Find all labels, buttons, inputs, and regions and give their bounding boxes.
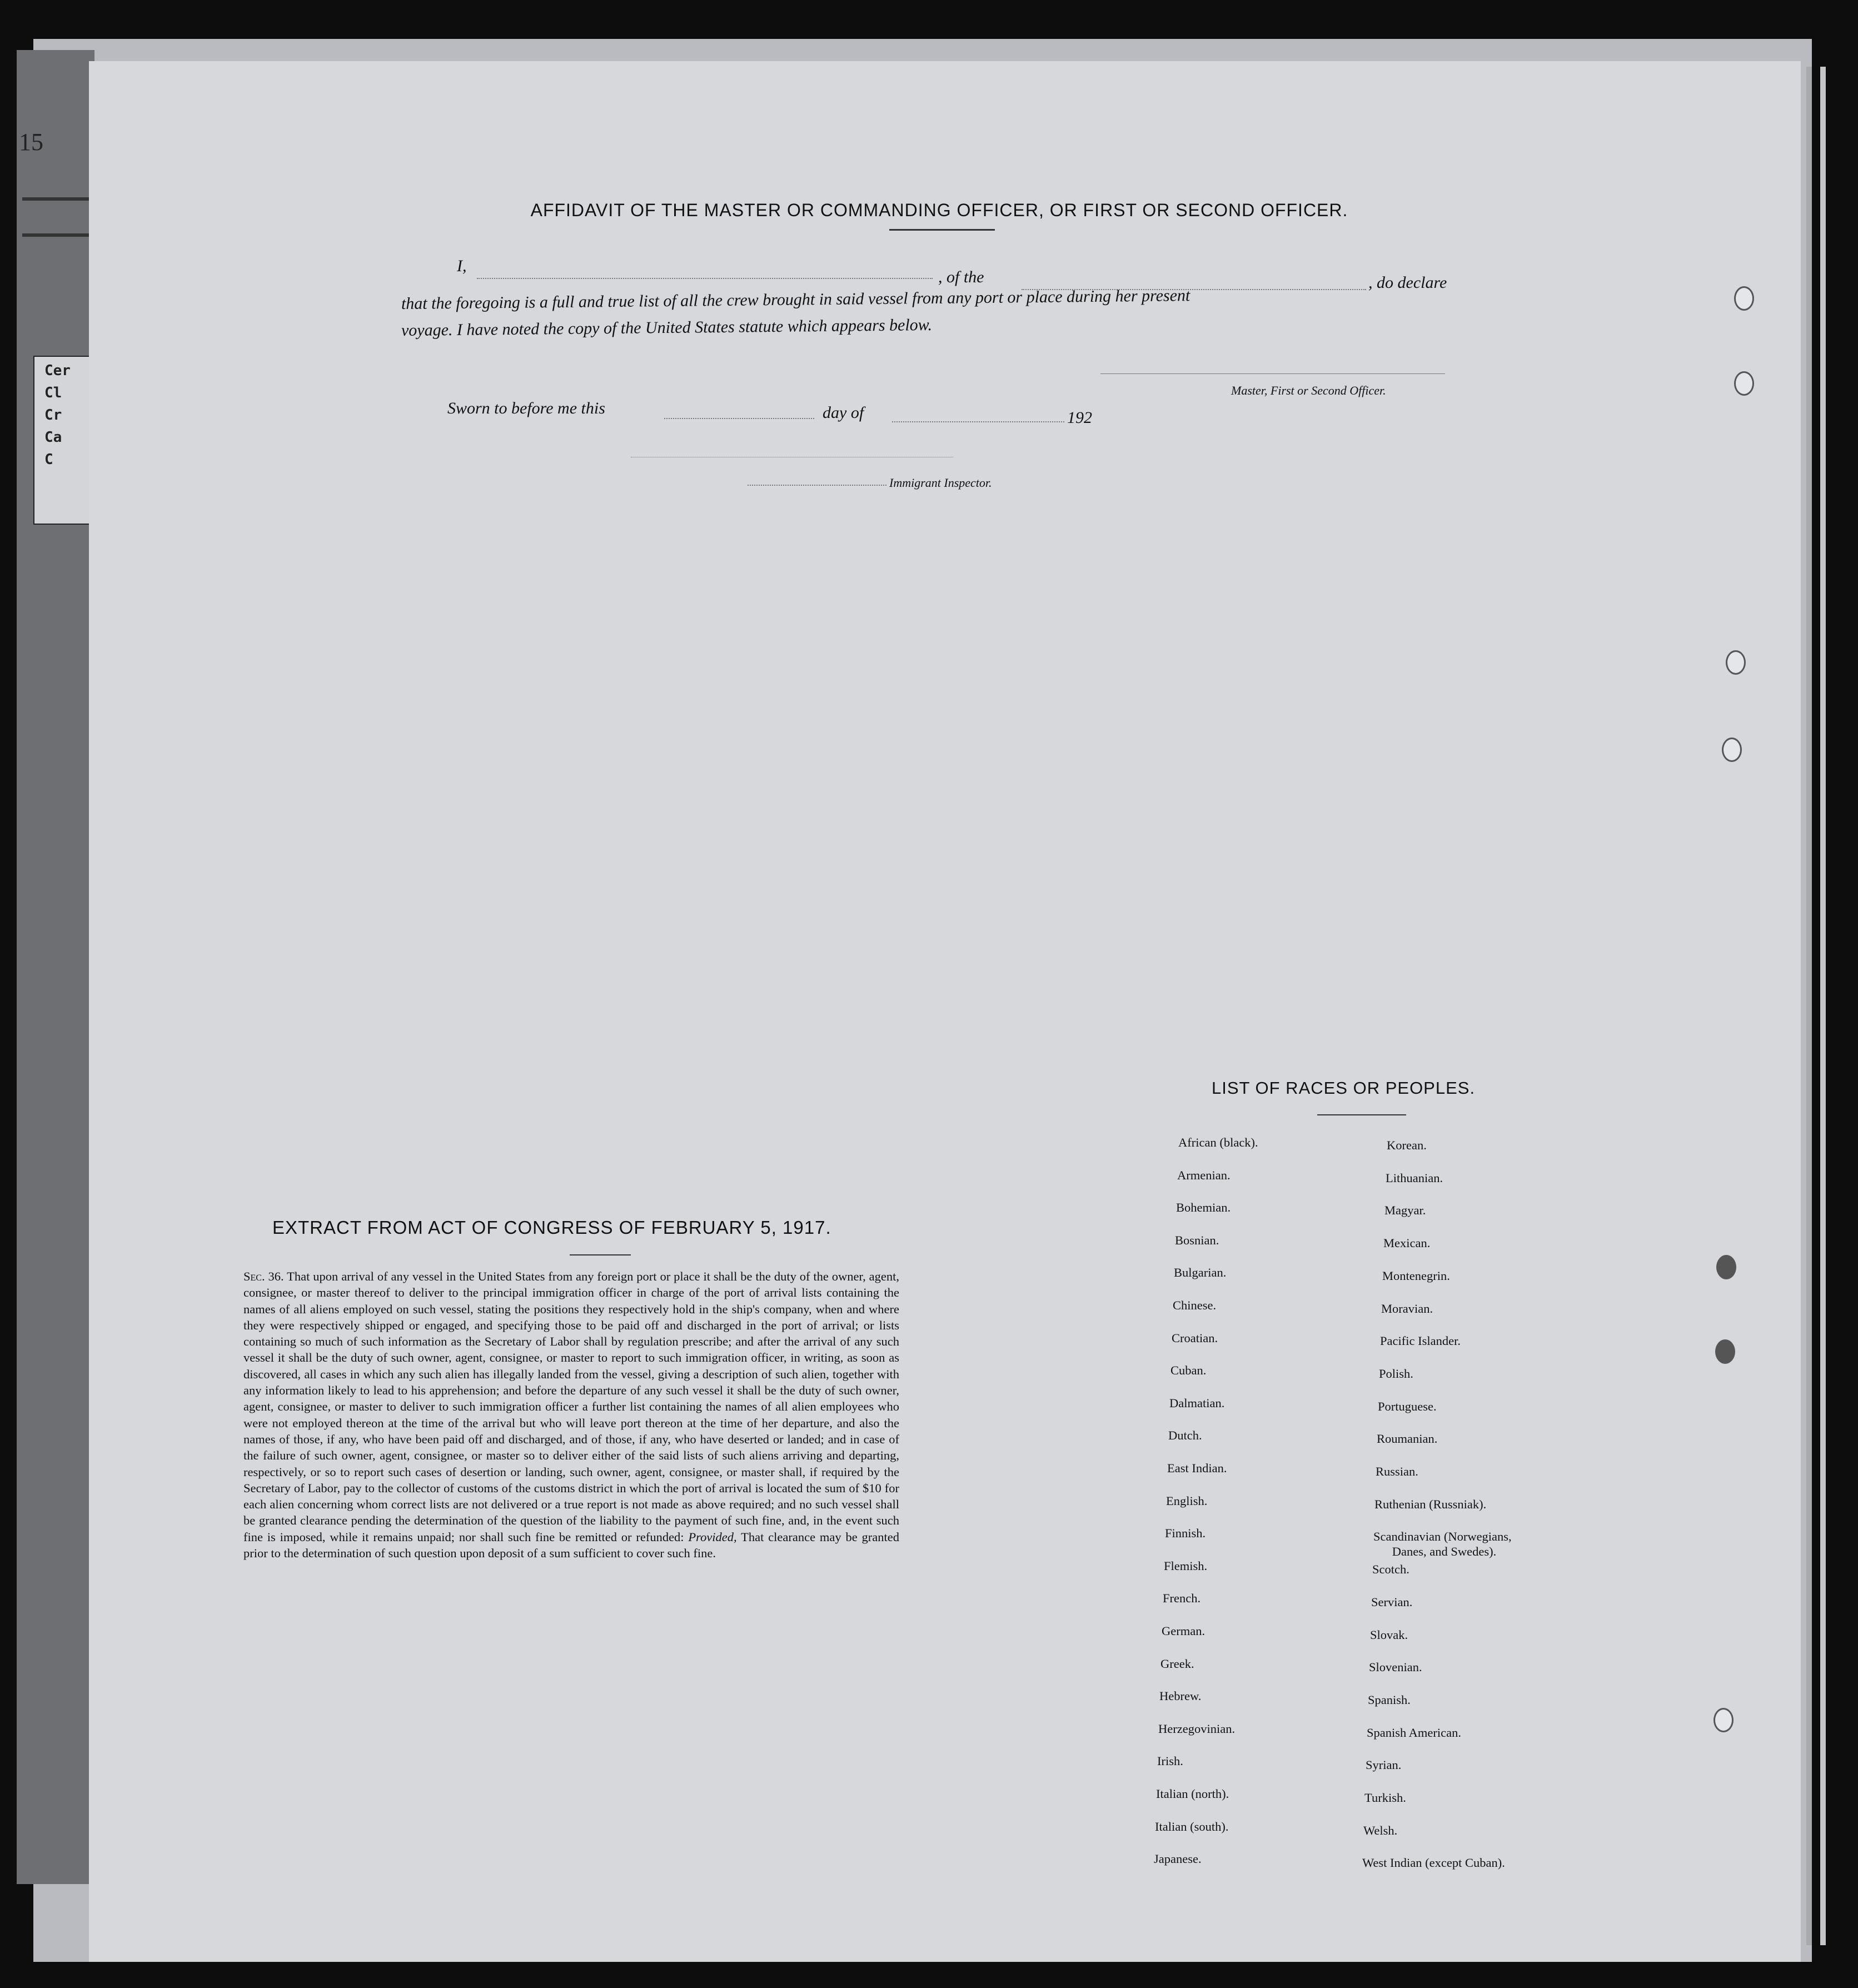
race-item: Hebrew. xyxy=(1159,1689,1202,1703)
page-edge xyxy=(1806,67,1812,1945)
affidavit-title: AFFIDAVIT OF THE MASTER OR COMMANDING OFFICER, OR FIRST OR SECOND OFFICER. xyxy=(530,200,1348,220)
binder-hole xyxy=(1713,1708,1734,1732)
race-item: Greek. xyxy=(1160,1656,1194,1671)
binder-hole xyxy=(1734,286,1754,311)
race-item: Chinese. xyxy=(1173,1298,1217,1312)
races-title: LIST OF RACES OR PEOPLES. xyxy=(1212,1078,1476,1098)
race-item: Mexican. xyxy=(1383,1236,1431,1250)
sworn-label: Sworn to before me this xyxy=(447,399,605,417)
binder-hole xyxy=(1722,738,1742,762)
margin-mark xyxy=(22,233,89,237)
race-item: Slovenian. xyxy=(1369,1660,1422,1675)
of-the-label: , of the xyxy=(938,268,984,286)
inspector-caption: Immigrant Inspector. xyxy=(889,476,992,490)
race-item: Turkish. xyxy=(1364,1791,1406,1805)
race-item: East Indian. xyxy=(1167,1461,1227,1475)
document-page xyxy=(89,61,1801,1962)
master-signature-blank[interactable] xyxy=(1100,373,1445,374)
race-item: Servian. xyxy=(1371,1595,1413,1609)
race-item: Armenian. xyxy=(1177,1168,1231,1182)
race-item: Cuban. xyxy=(1170,1363,1207,1378)
race-item: Scandinavian (Norwegians, Danes, and Swedes). xyxy=(1373,1529,1512,1559)
race-item: Croatian. xyxy=(1172,1331,1218,1345)
extract-title: EXTRACT FROM ACT OF CONGRESS OF FEBRUARY 5, 1917. xyxy=(272,1217,831,1238)
race-item: German. xyxy=(1162,1624,1206,1638)
race-item: Bulgarian. xyxy=(1174,1265,1227,1280)
page-edge xyxy=(1820,67,1826,1945)
day-blank[interactable] xyxy=(664,418,814,419)
race-item: Lithuanian. xyxy=(1386,1170,1443,1185)
race-item: Bohemian. xyxy=(1176,1200,1231,1215)
race-item: Dutch. xyxy=(1168,1428,1202,1443)
race-item: English. xyxy=(1166,1493,1208,1508)
race-item: Welsh. xyxy=(1363,1823,1398,1837)
affidavit-line-3: voyage. I have noted the copy of the United States statute which appears below. xyxy=(401,315,933,340)
race-item: Spanish. xyxy=(1368,1692,1411,1707)
year-label: 192 xyxy=(1067,408,1092,427)
extract-text-2: That clearance may be granted prior to the determination of such question upon deposit of a sum sufficient to cover such fine. xyxy=(243,1529,900,1561)
extract-title-rule xyxy=(570,1254,631,1255)
race-item: Polish. xyxy=(1379,1366,1413,1381)
race-item: African (black). xyxy=(1178,1135,1258,1149)
binder-hole xyxy=(1726,650,1746,675)
race-item: Montenegrin. xyxy=(1382,1268,1450,1283)
race-item: Italian (north). xyxy=(1156,1787,1229,1801)
race-item: Finnish. xyxy=(1165,1526,1206,1541)
binder-strip xyxy=(17,50,94,1884)
month-blank[interactable] xyxy=(892,421,1064,422)
section-label: Sec. 36. xyxy=(243,1269,284,1283)
corner-page-number: 15 xyxy=(19,128,43,156)
race-item: Moravian. xyxy=(1381,1301,1433,1316)
margin-mark xyxy=(22,197,89,201)
races-title-rule xyxy=(1317,1114,1406,1115)
race-item: Spanish American. xyxy=(1367,1725,1461,1740)
race-item: Ruthenian (Russniak). xyxy=(1374,1497,1487,1511)
binder-hole xyxy=(1716,1255,1736,1279)
affidavit-line-2: that the foregoing is a full and true list of all the crew brought in said vessel from any port or place during her present xyxy=(401,286,1190,313)
do-declare-label: , do declare xyxy=(1368,273,1447,292)
title-rule xyxy=(889,229,995,231)
race-item: Irish. xyxy=(1157,1754,1183,1768)
extract-body xyxy=(243,1268,899,1561)
race-item: West Indian (except Cuban). xyxy=(1362,1856,1505,1870)
master-caption: Master, First or Second Officer. xyxy=(1231,383,1386,397)
race-item: Japanese. xyxy=(1154,1852,1202,1866)
race-item: Russian. xyxy=(1376,1464,1418,1478)
race-item: Bosnian. xyxy=(1175,1233,1219,1247)
inspector-dots xyxy=(748,485,886,486)
index-tab-card: Cer Cl Cr Ca C xyxy=(33,356,102,525)
race-item: Flemish. xyxy=(1164,1558,1208,1573)
race-item: Magyar. xyxy=(1384,1203,1426,1218)
race-item: French. xyxy=(1163,1591,1201,1606)
race-item: Slovak. xyxy=(1370,1627,1408,1642)
race-item: Scotch. xyxy=(1372,1562,1409,1577)
race-item: Pacific Islander. xyxy=(1380,1334,1461,1348)
name-blank[interactable] xyxy=(477,278,933,279)
race-item: Italian (south). xyxy=(1155,1819,1229,1833)
extract-text-1: That upon arrival of any vessel in the United States from any foreign port or place it shall be the duty of the owner, agent, consignee, or master thereof to deliver to the principal immigration officer in charge of the port of arrival lists containing the names of all aliens employed on such vessel, stating the positions they respectively hold in the ship's company, when and where they were respectively shipped or engaged, and specifying those to be paid off and discharged in the port of arrival; or lists containing so much of such information as the Secretary of Labor shall by regulation prescribe; and after the arrival of any such vessel it shall be the duty of such owner, agent, consignee, or master to report to such immigration officer, in writing, as soon as discovered, all cases in which any such alien has illegally landed from the vessel, giving a description of such alien, together with any information likely to lead to his apprehension; and before the departure of any such vessel it shall be the duty of such owner, agent, consignee, or master to deliver to such immigration officer a further list containing the names of all alien employees who were not employed thereon at the time of the arrival but who will leave port thereon at the time of her departure, and also the names of those, if any, who have been paid off and discharged, and of those, if any, who have deserted or landed; and in case of the failure of such owner, agent, consignee, or master so to deliver either of the said lists of such aliens arriving and departing, respectively, or so to report such cases of desertion or landing, such owner, agent, consignee, or master shall, if required by the Secretary of Labor, pay to the collector of customs of the customs district in which the port of arrival is located the sum of $10 for each alien concerning whom correct lists are not delivered or a true report is not made as above required; and no such vessel shall be granted clearance pending the determination of the question of the liability to the payment of such fine, and, in the event such fine is imposed, while it remains unpaid; nor shall such fine be remitted or refunded: xyxy=(243,1269,900,1544)
race-item: Korean. xyxy=(1387,1138,1427,1152)
binder-hole xyxy=(1715,1339,1735,1364)
race-item: Herzegovinian. xyxy=(1158,1721,1236,1736)
race-item: Syrian. xyxy=(1366,1758,1402,1772)
binder-hole xyxy=(1734,371,1754,396)
provided-word: Provided, xyxy=(688,1529,737,1544)
race-item: Portuguese. xyxy=(1378,1399,1437,1413)
affiant-label: I, xyxy=(457,257,467,275)
race-item: Roumanian. xyxy=(1377,1432,1438,1446)
day-of-label: day of xyxy=(823,403,864,422)
race-item: Dalmatian. xyxy=(1169,1396,1225,1410)
